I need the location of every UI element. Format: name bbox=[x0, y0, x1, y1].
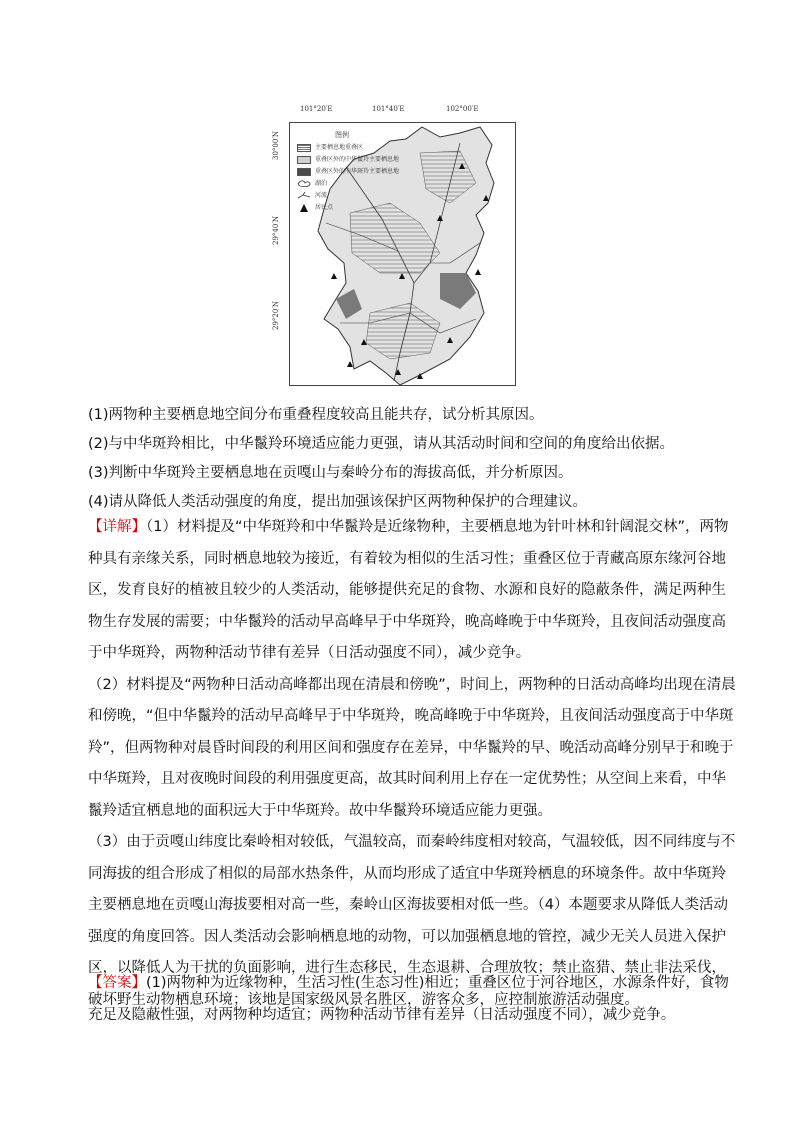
lon-label: 102°00′E bbox=[446, 105, 479, 113]
legend-item bbox=[297, 180, 407, 188]
detail-paragraph-1 bbox=[88, 512, 736, 670]
detail-paragraph-2: （2）材料提及“两物种日活动高峰都出现在清晨和傍晚”，时间上，两物种的日活动高峰均出现在清晨和傍晚，“但中华鬣羚的活动早高峰早于中华斑羚，晚高峰晚于中华斑羚，且夜间活动强度高于中华斑羚”，但两物种对晨昏时间段的利用区间和强度存在差异，中华鬣羚的早、晚活动高峰分别早于和晚于中华斑羚，且对夜晚时间段的利用强度更高，故其时间利用上存在一定优势性；从空间上来看，中华鬣羚适宜栖息地的面积远大于中华斑羚。故中华鬣羚环境适应能力更强。 bbox=[88, 676, 736, 819]
legend-label: 居民点 bbox=[315, 204, 334, 211]
legend-label: 重叠区外的中华斑羚主要栖息地 bbox=[315, 168, 400, 175]
legend-item bbox=[297, 156, 407, 164]
legend-item bbox=[297, 204, 407, 212]
lon-label: 101°20′E bbox=[300, 105, 333, 113]
lat-label: 30°00′N bbox=[272, 130, 280, 160]
legend-label: 重叠区外的中华鬣羚主要栖息地 bbox=[315, 156, 400, 163]
legend-item bbox=[297, 192, 407, 200]
river-icon bbox=[297, 192, 311, 200]
detail-section bbox=[88, 512, 736, 1016]
lake-icon bbox=[297, 180, 311, 188]
detail-paragraph-3: （3）由于贡嘎山纬度比秦岭相对较低，气温较高，而秦岭纬度相对较高，气温较低，因不同纬度与不同海拔的组合形成了相似的局部水热条件，从而均形成了适宜中华斑羚栖息的环境条件。故中华斑羚主要栖息地在贡嘎山海拔要相对高一些，秦岭山区海拔要相对低一些。（4）本题要求从降低人类活动强度的角度回答。因人类活动会影响栖息地的动物，可以加强栖息地的管控，减少无关人员进入保护区，以降低人为干扰的负面影响，进行生态移民，生态退耕、合理放牧；禁止盗猎、禁止非法采伐，破坏野生动物栖息环境；该地是国家级风景名胜区，游客众多，应控制旅游活动强度。 bbox=[88, 834, 736, 1008]
answer-text: (1)两物种为近缘物种，生活习性(生态习性)相近；重叠区位于河谷地区，水源条件好，食物充足及隐蔽性强，对两物种均适宜；两物种活动节律有差异（日活动强度不同），减少竞争。 bbox=[88, 975, 729, 1023]
lon-label: 101°40′E bbox=[372, 105, 405, 113]
question-2: (2)与中华斑羚相比，中华鬣羚环境适应能力更强，请从其活动时间和空间的角度给出依据。 bbox=[88, 436, 675, 452]
question-3: (3)判断中华斑羚主要栖息地在贡嘎山与秦岭分布的海拔高低，并分析原因。 bbox=[88, 465, 573, 481]
legend-title: 图例 bbox=[335, 131, 349, 139]
legend-label: 主要栖息地重叠区 bbox=[315, 144, 364, 151]
lat-label: 29°20′N bbox=[272, 300, 280, 330]
dark-swatch-icon bbox=[297, 168, 311, 176]
lat-label: 29°40′N bbox=[272, 215, 280, 245]
legend-item bbox=[297, 168, 407, 176]
answer-section bbox=[88, 968, 736, 1031]
triangle-icon bbox=[297, 204, 311, 212]
question-4: (4)请从降低人类活动强度的角度，提出加强该保护区两物种保护的合理建议。 bbox=[88, 494, 588, 510]
legend-label: 河流 bbox=[315, 192, 328, 199]
hatch-swatch-icon bbox=[297, 144, 311, 152]
detail-text: （1）材料提及“中华斑羚和中华鬣羚是近缘物种，主要栖息地为针叶林和针阔混交林”，两物种具有亲缘关系，同时栖息地较为接近，有着较为相似的生活习性；重叠区位于青藏高原东缘河谷地区，发育良好的植被且较少的人类活动，能够提供充足的食物、水源和良好的隐蔽条件，满足两种生物生存发展的需要；中华鬣羚的活动早高峰早于中华斑羚，晚高峰晚于中华斑羚，且夜间活动强度高于中华斑羚，两物种活动节律有差异（日活动强度不同），减少竞争。 bbox=[88, 519, 729, 661]
legend-item bbox=[297, 144, 407, 152]
answer-tag: 【答案】 bbox=[88, 975, 146, 991]
legend-label: 湖泊 bbox=[315, 180, 328, 187]
light-swatch-icon bbox=[297, 156, 311, 164]
question-1: (1)两物种主要栖息地空间分布重叠程度较高且能共存，试分析其原因。 bbox=[88, 407, 544, 423]
detail-tag: 【详解】 bbox=[88, 519, 146, 535]
map-legend bbox=[297, 130, 407, 212]
